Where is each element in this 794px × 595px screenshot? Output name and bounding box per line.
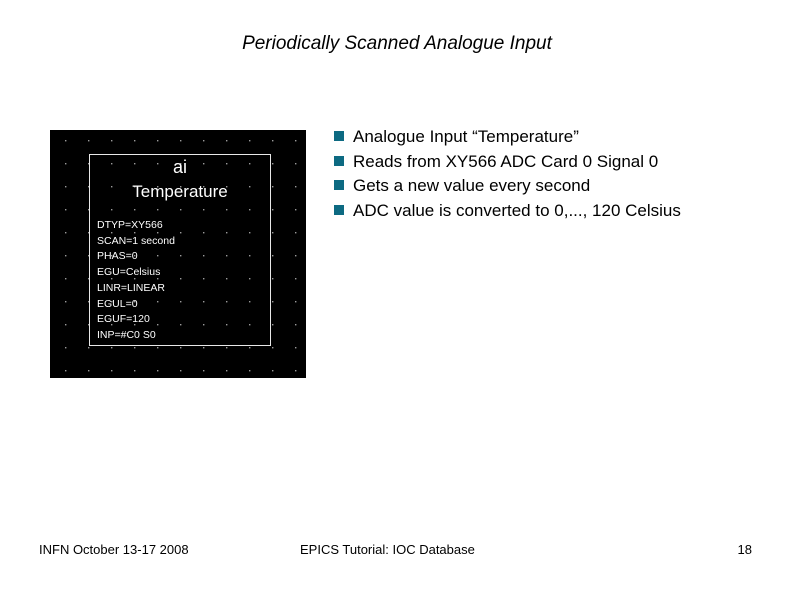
record-name: Temperature	[132, 182, 228, 201]
record-field: DTYP=XY566	[97, 219, 163, 231]
grid-dot	[272, 347, 273, 348]
bullet-text: Reads from XY566 ADC Card 0 Signal 0	[353, 151, 659, 171]
page-number: 18	[737, 542, 752, 557]
bullet-item	[334, 199, 681, 224]
footer-title: EPICS Tutorial: IOC Database	[300, 542, 475, 557]
grid-dot	[157, 370, 158, 371]
bullet-item	[334, 150, 681, 175]
grid-dot	[65, 163, 66, 164]
grid-dot	[272, 163, 273, 164]
grid-dot	[88, 347, 89, 348]
grid-dot	[249, 140, 250, 141]
grid-dot	[203, 347, 204, 348]
grid-dot	[65, 347, 66, 348]
grid-dot	[272, 232, 273, 233]
grid-dot	[65, 232, 66, 233]
bullet-text: ADC value is converted to 0,..., 120 Celsius	[353, 200, 681, 220]
record-fields	[97, 218, 175, 344]
record-field: PHAS=0	[97, 250, 138, 263]
record-field: EGUL=0	[97, 297, 138, 310]
grid-dot	[272, 278, 273, 279]
grid-dot	[65, 324, 66, 325]
grid-dot	[295, 324, 296, 325]
grid-dot	[226, 347, 227, 348]
grid-dot	[226, 370, 227, 371]
square-bullet-icon	[334, 156, 344, 166]
grid-dot	[295, 278, 296, 279]
grid-dot	[65, 209, 66, 210]
bullet-item	[334, 174, 681, 199]
bullet-text: Gets a new value every second	[353, 176, 591, 195]
grid-dot	[295, 186, 296, 187]
record-type: ai	[172, 157, 187, 177]
grid-dot	[226, 140, 227, 141]
grid-dot	[295, 301, 296, 302]
record-box	[89, 154, 271, 346]
grid-dot	[295, 232, 296, 233]
grid-dot	[249, 347, 250, 348]
grid-dot	[295, 140, 296, 141]
grid-dot	[88, 370, 89, 371]
slide-title: Periodically Scanned Analogue Input	[242, 33, 552, 54]
grid-dot	[134, 347, 135, 348]
grid-dot	[65, 278, 66, 279]
bullet-list	[334, 125, 681, 223]
grid-dot	[65, 255, 66, 256]
grid-dot	[272, 324, 273, 325]
grid-dot	[272, 140, 273, 141]
grid-dot	[272, 186, 273, 187]
record-field: LINR=LINEAR	[97, 281, 165, 294]
grid-dot	[111, 370, 112, 371]
record-field: EGUF=120	[97, 313, 150, 326]
grid-dot	[295, 370, 296, 371]
footer-event: INFN October 13-17 2008	[39, 542, 189, 557]
grid-dot	[272, 255, 273, 256]
grid-dot	[295, 255, 296, 256]
grid-dot	[65, 186, 66, 187]
grid-dot	[65, 140, 66, 141]
grid-dot	[134, 140, 135, 141]
square-bullet-icon	[334, 131, 344, 141]
square-bullet-icon	[334, 205, 344, 215]
grid-dot	[203, 370, 204, 371]
grid-dot	[295, 347, 296, 348]
bullet-item	[334, 125, 681, 150]
grid-dot	[157, 347, 158, 348]
grid-dot	[180, 370, 181, 371]
grid-dot	[180, 140, 181, 141]
grid-dot	[88, 140, 89, 141]
grid-dot	[295, 209, 296, 210]
grid-dot	[157, 140, 158, 141]
grid-dot	[295, 163, 296, 164]
record-field: EGU=Celsius	[97, 266, 161, 279]
grid-dot	[249, 370, 250, 371]
grid-dot	[180, 347, 181, 348]
grid-dot	[272, 370, 273, 371]
grid-dot	[65, 370, 66, 371]
bullet-text: Analogue Input “Temperature”	[353, 127, 579, 146]
square-bullet-icon	[334, 180, 344, 190]
record-diagram	[50, 130, 306, 378]
grid-dot	[134, 370, 135, 371]
record-field: SCAN=1 second	[97, 234, 175, 247]
grid-dot	[272, 209, 273, 210]
grid-dot	[111, 347, 112, 348]
grid-dot	[111, 140, 112, 141]
record-field: INP=#C0 S0	[97, 328, 156, 341]
grid-dot	[203, 140, 204, 141]
grid-dot	[65, 301, 66, 302]
grid-dot	[272, 301, 273, 302]
